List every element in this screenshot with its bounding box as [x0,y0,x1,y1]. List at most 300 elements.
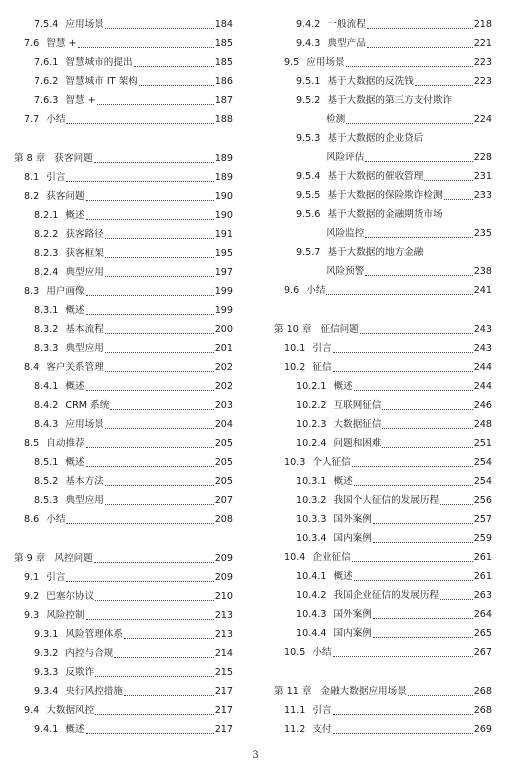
toc-entry [284,54,492,69]
toc-entry-page: 202 [214,381,233,392]
toc-entry-page: 184 [214,19,233,30]
toc-entry-page: 185 [214,38,233,49]
toc-entry [34,378,233,393]
toc-leader-dots [95,590,213,601]
toc-entry-page: 257 [473,514,492,525]
toc-entry-page: 188 [214,114,233,125]
toc-entry-page: 213 [214,629,233,640]
toc-leader-dots [94,152,214,163]
toc-entry [24,511,233,526]
toc-leader-dots [66,171,213,182]
toc-entry-page: 203 [214,400,233,411]
toc-entry-number: 7.6 [24,38,40,49]
toc-entry-page: 261 [473,552,492,563]
toc-entry-page: 208 [214,514,233,525]
toc-leader-dots [440,494,473,505]
toc-entry [34,302,233,317]
toc-entry-number: 9.3.3 [34,667,59,678]
toc-entry [34,264,233,279]
toc-leader-dots [139,75,214,86]
toc-entry [24,111,233,126]
toc-entry-title: 应用场景 [306,57,345,68]
toc-entry [34,492,233,507]
toc-leader-dots [105,342,214,353]
toc-entry [296,492,492,507]
toc-entry [326,263,492,278]
toc-leader-dots [105,18,214,29]
toc-leader-dots [365,265,472,276]
toc-entry-number: 11.2 [284,724,306,735]
toc-entry-number: 7.6.1 [34,57,59,68]
toc-leader-dots [415,75,473,86]
toc-entry [296,568,492,583]
toc-entry-title: 基于大数据的反洗钱 [327,76,414,87]
toc-leader-dots [352,456,473,467]
toc-entry-title: 金融大数据应用场景 [320,686,407,697]
toc-entry-page: 267 [473,647,492,658]
toc-entry-number: 9.5.4 [296,171,321,182]
toc-entry-title: 概述 [333,381,353,392]
toc-entry [34,645,233,660]
toc-leader-dots [86,285,214,296]
toc-entry [24,283,233,298]
toc-entry-number: 7.6.2 [34,76,59,87]
toc-entry-page: 209 [214,572,233,583]
toc-entry [296,378,492,393]
toc-entry-page: 205 [214,476,233,487]
toc-entry-page: 231 [473,171,492,182]
toc-entry-number: 10.1 [284,343,306,354]
toc-leader-dots [352,551,473,562]
toc-leader-dots [105,361,214,372]
toc-leader-dots [373,532,473,543]
toc-entry-number: 10.2.1 [296,381,327,392]
toc-entry-number: 9.5.3 [296,133,321,144]
toc-entry-page: 254 [473,457,492,468]
toc-entry-number: 9.4.3 [296,38,321,49]
toc-entry-page: 223 [473,57,492,68]
toc-entry-number: 10.4.1 [296,571,327,582]
toc-entry-title: 用户画像 [46,286,85,297]
toc-entry [296,473,492,488]
toc-entry-number: 9.5.5 [296,190,321,201]
toc-entry [34,473,233,488]
toc-leader-dots [360,323,473,334]
toc-entry-page: 218 [473,19,492,30]
toc-entry-number: 9.5.2 [296,95,321,106]
toc-entry [34,92,233,107]
toc-chapter-entry [274,321,492,336]
toc-entry [296,92,492,107]
toc-entry-page: 264 [473,609,492,620]
toc-entry-page: 195 [214,248,233,259]
toc-entry [34,397,233,412]
toc-entry-title: 企业征信 [312,552,351,563]
toc-entry-title: 互联网征信 [333,400,382,411]
toc-entry-number: 11.1 [284,705,306,716]
toc-entry-number: 8.2.2 [34,229,59,240]
toc-leader-dots [78,37,214,48]
toc-entry-page: 243 [473,324,492,335]
toc-entry [296,606,492,621]
toc-entry-title: 内控与合规 [65,648,114,659]
toc-entry-number: 8.5.1 [34,457,59,468]
toc-entry-title: 基于大数据的催收管理 [327,171,424,182]
toc-entry-number: 8.2.1 [34,210,59,221]
toc-entry-number: 9.5 [284,57,300,68]
toc-entry [24,607,233,622]
toc-entry-number: 10.4.4 [296,628,327,639]
toc-entry-number: 8.4 [24,362,40,373]
toc-entry [296,206,492,221]
toc-entry [284,702,492,717]
toc-entry [24,435,233,450]
toc-entry-page: 268 [473,686,492,697]
toc-chapter-entry [14,550,233,565]
toc-entry-page: 248 [473,419,492,430]
toc-entry-number: 8.5.2 [34,476,59,487]
toc-entry-number: 第 11 章 [274,686,312,697]
toc-entry [326,111,492,126]
toc-entry [296,73,492,88]
toc-entry-title: 问题和困难 [333,438,382,449]
toc-entry-number: 10.4.3 [296,609,327,620]
toc-leader-dots [333,342,473,353]
toc-entry-number: 第 8 章 [14,153,46,164]
toc-entry-number: 10.2.3 [296,419,327,430]
toc-entry-page: 189 [214,172,233,183]
toc-entry [296,16,492,31]
toc-entry-title: 国外案例 [333,609,372,620]
toc-entry-title: 风险管理体系 [65,629,123,640]
toc-leader-dots [94,552,214,563]
toc-entry-title: 典型应用 [65,343,104,354]
toc-entry-number: 8.3 [24,286,40,297]
toc-leader-dots [333,704,473,715]
toc-leader-dots [382,437,472,448]
toc-leader-dots [424,247,491,257]
toc-entry-title: 获客路径 [65,229,104,240]
toc-entry-page: 217 [214,705,233,716]
toc-entry-title: 应用场景 [65,419,104,430]
toc-entry-title: 风险预警 [326,266,365,277]
toc-leader-dots [444,209,491,219]
toc-entry-number: 8.2.3 [34,248,59,259]
toc-entry-title: 概述 [333,571,353,582]
toc-entry [34,626,233,641]
toc-leader-dots [86,380,214,391]
toc-entry-number: 8.4.1 [34,381,59,392]
toc-entry [284,549,492,564]
toc-entry-page: 223 [473,76,492,87]
toc-entry-number: 10.3.1 [296,476,327,487]
toc-entry-number: 9.5.7 [296,247,321,258]
toc-leader-dots [134,56,214,67]
toc-leader-dots [373,513,473,524]
toc-entry-title: 自动推荐 [46,438,85,449]
toc-entry-page: 190 [214,191,233,202]
toc-entry-number: 第 9 章 [14,553,46,564]
toc-entry-page: 214 [214,648,233,659]
toc-entry-page: 254 [473,476,492,487]
toc-leader-dots [373,608,473,619]
toc-leader-dots [86,209,214,220]
toc-entry-title: 获客框架 [65,248,104,259]
toc-entry-title: 风控问题 [54,553,93,564]
toc-entry-page: 205 [214,457,233,468]
toc-entry-title: 国外案例 [333,514,372,525]
toc-entry-number: 9.1 [24,572,40,583]
toc-entry [34,73,233,88]
toc-entry [24,35,233,50]
toc-leader-dots [365,227,472,238]
toc-entry [34,683,233,698]
toc-entry [296,511,492,526]
toc-leader-dots [86,304,214,315]
toc-entry-title: 大数据风控 [46,705,95,716]
toc-entry [296,244,492,259]
toc-entry-number: 8.1 [24,172,40,183]
toc-chapter-entry [274,683,492,698]
toc-entry-title: 基于大数据的企业贷后 [327,133,424,144]
toc-entry-page: 238 [473,266,492,277]
toc-entry-page: 246 [473,400,492,411]
toc-entry-number: 10.5 [284,647,306,658]
toc-entry-title: 风险控制 [46,610,85,621]
toc-entry-title: 反欺诈 [65,667,95,678]
toc-entry [34,721,233,736]
toc-leader-dots [105,266,214,277]
toc-entry [296,587,492,602]
toc-entry-title: 基于大数据的地方金融 [327,247,424,258]
page-number: 3 [252,750,259,761]
toc-entry-title: 智慧城市 IT 架构 [65,76,138,87]
toc-entry-number: 9.2 [24,591,40,602]
toc-entry-page: 256 [473,495,492,506]
toc-entry-number: 8.5 [24,438,40,449]
toc-entry-page: 244 [473,381,492,392]
toc-entry [34,207,233,222]
toc-entry-title: 典型应用 [65,495,104,506]
toc-entry-page: 210 [214,591,233,602]
toc-entry-number: 8.3.1 [34,305,59,316]
toc-entry-number: 8.6 [24,514,40,525]
toc-entry [326,225,492,240]
toc-entry [296,130,492,145]
toc-leader-dots [95,704,213,715]
toc-leader-dots [105,247,214,258]
toc-leader-dots [105,228,214,239]
toc-entry-title: 概述 [65,305,85,316]
toc-entry-page: 202 [214,362,233,373]
toc-entry-title: 典型应用 [65,267,104,278]
toc-entry-page: 265 [473,628,492,639]
toc-entry [34,226,233,241]
toc-entry-page: 199 [214,286,233,297]
toc-entry-title: 引言 [46,172,66,183]
toc-leader-dots [326,284,472,295]
toc-entry-title: 基于大数据的保险欺诈检测 [327,190,443,201]
toc-leader-dots [373,627,473,638]
toc-entry-page: 187 [214,95,233,106]
toc-entry-title: 小结 [312,647,332,658]
toc-leader-dots [86,723,214,734]
toc-leader-dots [66,513,213,524]
toc-entry-number: 8.4.3 [34,419,59,430]
toc-entry-title: 智慧城市的提出 [65,57,133,68]
toc-entry [296,397,492,412]
toc-entry [24,188,233,203]
toc-entry [326,149,492,164]
toc-entry-title: 基本方法 [65,476,104,487]
toc-entry-title: 概述 [333,476,353,487]
toc-entry-page: 217 [214,724,233,735]
toc-entry-number: 9.6 [284,285,300,296]
toc-entry-title: 概述 [65,724,85,735]
toc-entry-title: 应用场景 [65,19,104,30]
toc-entry [296,625,492,640]
toc-entry-title: 基于大数据的金融期货市场 [327,209,443,220]
toc-entry-number: 8.5.3 [34,495,59,506]
toc-leader-dots [453,95,491,105]
toc-entry-title: 央行风控措施 [65,686,123,697]
toc-entry-title: 概述 [65,210,85,221]
toc-entry-page: 224 [473,114,492,125]
toc-entry-title: 巴塞尔协议 [46,591,95,602]
toc-leader-dots [365,151,472,162]
toc-entry [284,340,492,355]
toc-entry-number: 8.2.4 [34,267,59,278]
toc-entry-number: 10.2.2 [296,400,327,411]
toc-leader-dots [354,475,473,486]
toc-entry [34,340,233,355]
toc-leader-dots [124,685,214,696]
toc-leader-dots [444,189,473,200]
toc-entry-number: 10.3.3 [296,514,327,525]
toc-entry-page: 251 [473,438,492,449]
toc-entry [34,416,233,431]
toc-leader-dots [424,133,491,143]
toc-entry-title: 一般流程 [327,19,366,30]
toc-leader-dots [440,589,473,600]
toc-entry [34,664,233,679]
toc-entry-page: 201 [214,343,233,354]
toc-entry-number: 8.4.2 [34,400,59,411]
toc-entry-page: 235 [473,228,492,239]
toc-entry-title: 国内案例 [333,533,372,544]
toc-entry [296,168,492,183]
toc-entry-page: 185 [214,57,233,68]
toc-entry-number: 9.5.1 [296,76,321,87]
toc-entry [284,644,492,659]
toc-entry-title: 概述 [65,457,85,468]
toc-entry-title: 引言 [46,572,66,583]
toc-leader-dots [354,570,473,581]
toc-entry-number: 9.4.1 [34,724,59,735]
toc-leader-dots [382,418,472,429]
toc-entry-title: 个人征信 [312,457,351,468]
toc-entry-page: 215 [214,667,233,678]
toc-entry-page: 189 [214,153,233,164]
toc-entry [296,187,492,202]
toc-entry-number: 10.4 [284,552,306,563]
toc-leader-dots [105,475,214,486]
toc-entry [34,54,233,69]
toc-leader-dots [367,18,473,29]
toc-entry-number: 8.2 [24,191,40,202]
toc-leader-dots [346,56,473,67]
toc-entry-title: 支付 [312,724,332,735]
toc-entry-title: 大数据征信 [333,419,382,430]
toc-entry-number: 10.3.2 [296,495,327,506]
toc-entry-number: 9.3 [24,610,40,621]
toc-leader-dots [97,94,214,105]
toc-entry-page: 199 [214,305,233,316]
toc-leader-dots [124,628,214,639]
toc-leader-dots [333,723,473,734]
toc-leader-dots [333,646,473,657]
toc-entry-title: 典型产品 [327,38,366,49]
toc-entry-title: 客户关系管理 [46,362,104,373]
toc-entry-page: 209 [214,553,233,564]
toc-entry [24,359,233,374]
toc-entry [34,454,233,469]
toc-entry-page: 191 [214,229,233,240]
toc-entry [284,359,492,374]
toc-entry-page: 268 [473,705,492,716]
toc-entry [296,530,492,545]
toc-entry-title: 基本流程 [65,324,104,335]
toc-entry-number: 9.3.4 [34,686,59,697]
toc-leader-dots [86,190,214,201]
toc-leader-dots [333,361,473,372]
toc-entry [24,569,233,584]
toc-entry-number: 第 10 章 [274,324,312,335]
toc-entry [284,454,492,469]
toc-entry-title: 征信问题 [320,324,359,335]
toc-leader-dots [382,399,472,410]
toc-entry-title: 风险评估 [326,152,365,163]
toc-leader-dots [105,323,214,334]
toc-entry-page: 244 [473,362,492,373]
toc-entry-title: 我国个人征信的发展历程 [333,495,440,506]
toc-chapter-entry [14,150,233,165]
toc-entry-page: 261 [473,571,492,582]
toc-entry-page: 186 [214,76,233,87]
toc-entry-title: 获客问题 [54,153,93,164]
toc-entry-page: 200 [214,324,233,335]
toc-entry-title: 概述 [65,381,85,392]
toc-entry-title: 国内案例 [333,628,372,639]
toc-entry-page: 233 [473,190,492,201]
toc-leader-dots [367,37,473,48]
toc-leader-dots [66,113,213,124]
toc-entry-title: 我国企业征信的发展历程 [333,590,440,601]
toc-leader-dots [105,418,214,429]
toc-leader-dots [86,456,214,467]
toc-entry-title: 小结 [46,514,66,525]
toc-entry-page: 205 [214,438,233,449]
toc-leader-dots [110,399,213,410]
toc-entry-page: 228 [473,152,492,163]
toc-entry-title: 小结 [46,114,66,125]
toc-entry-number: 10.3 [284,457,306,468]
toc-entry-title: 检测 [326,114,346,125]
toc-entry-title: 引言 [312,705,332,716]
toc-entry-number: 10.4.2 [296,590,327,601]
toc-entry-number: 10.3.4 [296,533,327,544]
toc-entry-page: 243 [473,343,492,354]
